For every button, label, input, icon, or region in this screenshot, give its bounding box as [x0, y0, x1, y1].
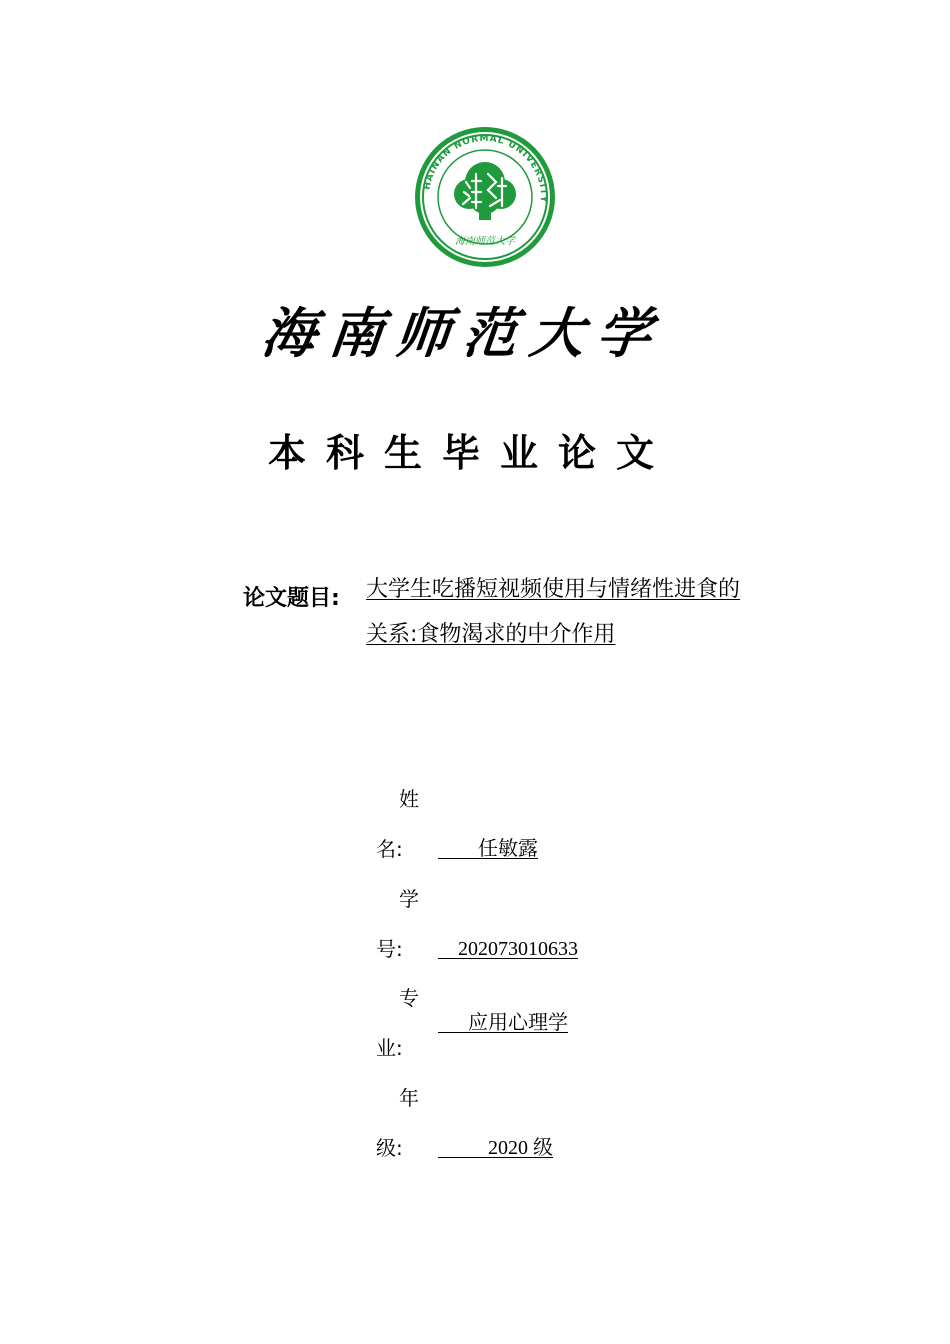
major-label-bottom: 业:: [376, 1036, 403, 1060]
name-value: 任敏露: [438, 838, 538, 860]
emblem-inner-text: 海南师范大学: [455, 236, 515, 247]
thesis-type-heading: 本科生毕业论文: [268, 431, 675, 475]
name-label-bottom: 名:: [376, 837, 403, 861]
major-value: 应用心理学: [438, 1012, 568, 1034]
student-id-label-top: 学: [399, 887, 419, 911]
grade-label-bottom: 级:: [376, 1136, 403, 1160]
student-id-label-bottom: 号:: [376, 937, 403, 961]
thesis-title-line-2: 关系:食物渴求的中介作用: [366, 622, 616, 647]
grade-value: 2020 级: [438, 1137, 553, 1159]
university-name: 海南师范大学: [258, 301, 668, 365]
student-id-value: 202073010633: [438, 938, 578, 960]
major-label-top: 专: [399, 986, 419, 1010]
emblem-ring-text: HAINAN NORMAL UNIVERSITY: [422, 133, 549, 204]
name-label-top: 姓: [399, 787, 419, 811]
thesis-title-label: 论文题目:: [243, 586, 340, 611]
grade-label-top: 年: [399, 1086, 419, 1110]
university-emblem-icon: [414, 126, 556, 268]
thesis-title-line-1: 大学生吃播短视频使用与情绪性进食的: [366, 577, 741, 602]
